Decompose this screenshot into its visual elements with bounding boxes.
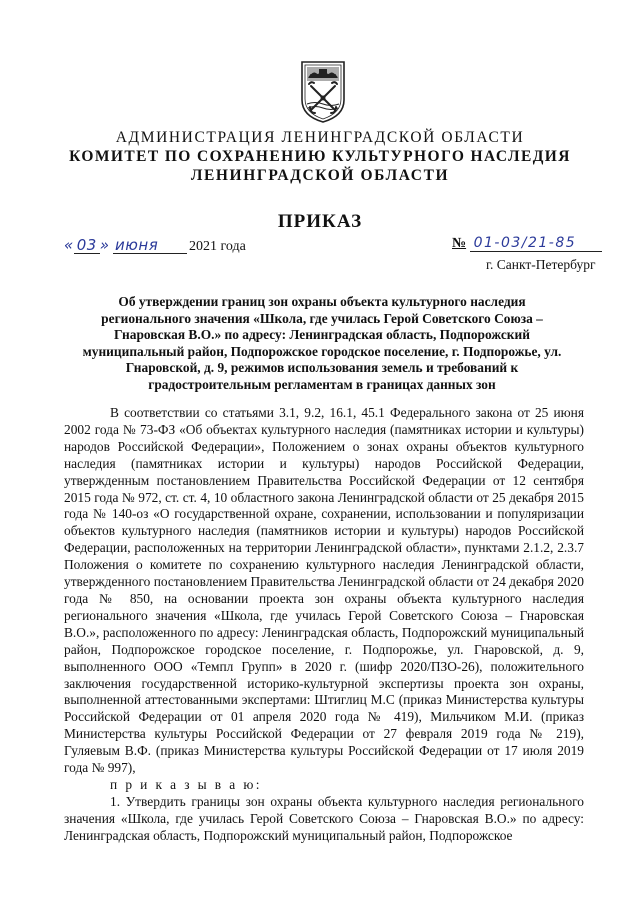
date-month: июня (113, 238, 187, 254)
document-subject: Об утверждении границ зон охраны объекта культурного наследия регионального значения «Школа, где училась Герой Советского Союза – Гнаровская В.О.» по адресу: Ленинградская область, Подпорожский муниципальный район, Подпорожское городское поселение, г. Подпорожье, ул. Гнаровской, д. 9, режимов использования земель и требований к градостроительным регламентам в границах данных зон (82, 294, 562, 392)
date-year: 2021 года (189, 239, 246, 254)
document-date (64, 236, 246, 255)
body-paragraph: В соответствии со статьями 3.1, 9.2, 16.1, 45.1 Федерального закона от 25 июня 2002 года № 73-ФЗ «Об объектах культурного наследия (памятниках истории и культуры) народов Российской Федерации», Положением о зонах охраны объектов культурного наследия (памятниках истории и культуры) народов Российской Федерации, утвержденным постановлением Правительства Российской Федерации от 12 сентября 2015 года № 972, ст. ст. 4, 10 областного закона Ленинградской области от 25 декабря 2015 года № 140-оз «О государственной охране, сохранении, использовании и популяризации объектов культурного наследия (памятников истории и культуры) народов Российской Федерации, расположенных на территории Ленинградской области», пунктами 2.1.2, 2.3.7 Положения о комитете по сохранению культурного наследия Ленинградской области, утвержденного постановлением Правительства Ленинградской области от 24 декабря 2020 года № 850, на основании проекта зон охраны объекта культурного наследия регионального значения «Школа, где училась Герой Советского Союза – Гнаровская В.О.», расположенного по адресу: Ленинградская область, Подпорожский муниципальный район, Подпорожское городское поселение, г. Подпорожье, ул. Гнаровской, д. 9, выполненного ООО «Темпл Групп» в 2020 г. (шифр 2020/ПЗО-26), положительного заключения государственной историко-культурной экспертизы проекта зон охраны, выполненной аттестованными экспертами: Штиглиц М.С (приказ Министерства культуры Российской Федерации от 01 апреля 2020 года № 419), Мильчиком М.И. (приказ Министерства культуры Российской Федерации от 27 февраля 2019 года № 219), Гуляевым В.Ф. (приказ Министерства культуры Российской Федерации от 17 июля 2019 года № 997), (64, 405, 584, 776)
order-word: п р и к а з ы в а ю: (110, 776, 262, 792)
number-sign: № (452, 236, 467, 251)
date-quote-open: « (64, 236, 74, 254)
document-city: г. Санкт-Петербург (486, 257, 596, 272)
document-body (64, 405, 584, 845)
date-quote-close: » (99, 236, 110, 254)
organization-name-line2: КОМИТЕТ ПО СОХРАНЕНИЮ КУЛЬТУРНОГО НАСЛЕДИЯ (69, 148, 571, 165)
organization-name-line1: АДМИНИСТРАЦИЯ ЛЕНИНГРАДСКОЙ ОБЛАСТИ (115, 129, 525, 146)
order-item-1: 1. Утвердить границы зон охраны объекта культурного наследия регионального значения «Школа, где училась Герой Советского Союза – Гнаровская В.О.» по адресу: Ленинградская область, Подпорожский муниципальный район, Подпорожское (64, 793, 584, 843)
number-value: 01-03/21-85 (470, 236, 602, 252)
leningrad-oblast-coat-of-arms-icon (298, 60, 348, 124)
date-day: 03 (74, 238, 100, 254)
document-title: ПРИКАЗ (277, 211, 363, 232)
organization-name-line3: ЛЕНИНГРАДСКОЙ ОБЛАСТИ (190, 167, 450, 184)
document-number (452, 236, 602, 252)
